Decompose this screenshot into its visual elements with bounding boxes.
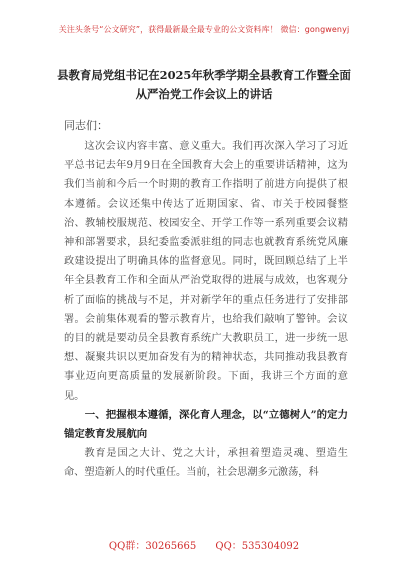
promo-banner: 关注头条号“公文研究”，获得最新最全最专业的公文资料库！ 微信：gongwenyj [58,25,350,34]
section-heading: 一、把握根本遵循，深化育人理念，以“立德树人”的定力锚定教育发展航向 [64,408,348,441]
contact-footer [0,537,408,552]
document-body [64,137,348,483]
salutation: 同志们： [64,119,108,132]
qq-group-number: QQ群：30265665 [108,541,197,552]
title-line-1: 县教育局党组书记在2025年秋季学期全县教育工作暨全面 [57,68,351,82]
body-paragraph: 教育是国之大计、党之大计，承担着塑造灵魂、塑造生命、塑造新人的时代重任。当前，社会思潮多元激荡，科 [64,448,348,479]
title-line-2: 从严治党工作会议上的讲话 [135,87,273,101]
document-title [40,66,368,104]
body-paragraph: 这次会议内容丰富、意义重大。我们再次深入学习了习近平总书记去年9月9日在全国教育大会上的重要讲话精神，这为我们当前和今后一个时期的教育工作指明了前进方向提供了根本遵循。会议还集中传达了近期国家、省、市关于校园餐整治、教辅校服规范、校园安全、开学工作等一系列重要会议精神和部署要求，县纪委监委派驻组的同志也就教育系统党风廉政建设提出了明确具体的监督意见。同时，既回顾总结了上半年全县教育工作和全面从严治党取得的进展与成效，也客观分析了面临的挑战与不足，并对新学年的重点任务进行了安排部署。会前集体观看的警示教育片，也给我们敲响了警钟。会议的目的就是要动员全县教育系统广大教职员工，进一步统一思想、凝聚共识以更加奋发有为的精神状态，共同推动我县教育事业迈向更高质量的发展新阶段。下面，我讲三个方面的意见。 [64,141,348,402]
qq-number: QQ：535304092 [215,541,300,552]
